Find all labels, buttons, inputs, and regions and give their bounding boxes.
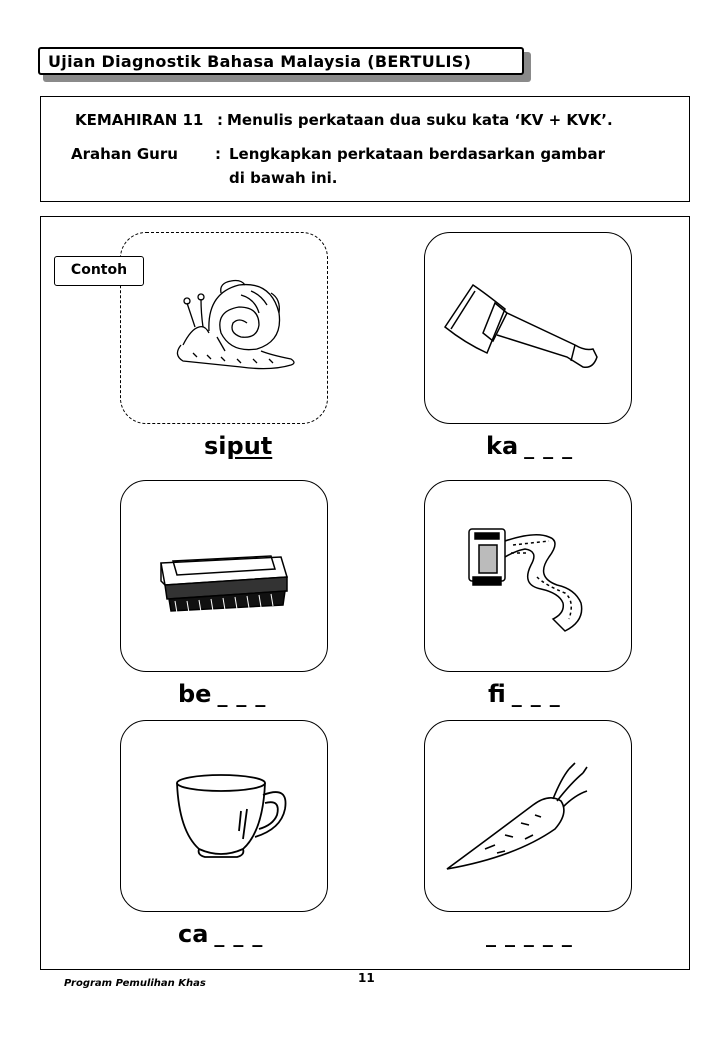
word-blank: _ _ _ bbox=[217, 683, 267, 707]
example-badge: Contoh bbox=[54, 256, 144, 286]
footer-program: Program Pemulihan Khas bbox=[64, 978, 206, 989]
word-prefix: ka bbox=[486, 432, 519, 460]
answer-word-cup bbox=[178, 920, 263, 948]
axe-icon bbox=[425, 233, 633, 425]
word-prefix: be bbox=[178, 680, 212, 708]
cup-icon bbox=[121, 721, 329, 913]
page-title: Ujian Diagnostik Bahasa Malaysia (BERTULIS) bbox=[48, 52, 472, 71]
word-blank: _ _ _ bbox=[524, 435, 574, 459]
teacher-colon: : bbox=[215, 145, 221, 163]
word-blank: _ _ _ _ _ bbox=[486, 923, 573, 947]
word-prefix: fi bbox=[488, 680, 506, 708]
picture-card-cup bbox=[120, 720, 328, 912]
snail-icon bbox=[121, 233, 329, 425]
picture-card-carrot bbox=[424, 720, 632, 912]
picture-card-film bbox=[424, 480, 632, 672]
title-banner bbox=[38, 47, 524, 75]
answer-word-axe bbox=[486, 432, 573, 460]
word-blank: _ _ _ bbox=[214, 923, 264, 947]
instruction-box bbox=[40, 96, 690, 202]
picture-card-snail bbox=[120, 232, 328, 424]
skill-text: Menulis perkataan dua suku kata ‘KV + KVK’. bbox=[227, 111, 613, 129]
film-roll-icon bbox=[425, 481, 633, 673]
brush-icon bbox=[121, 481, 329, 673]
answer-word-carrot bbox=[480, 920, 573, 948]
skill-colon: : bbox=[217, 111, 223, 129]
picture-card-axe bbox=[424, 232, 632, 424]
word-blank: _ _ _ bbox=[511, 683, 561, 707]
answer-word-example bbox=[204, 432, 272, 460]
word-answer: put bbox=[226, 432, 273, 460]
skill-label: KEMAHIRAN 11 bbox=[75, 111, 204, 129]
teacher-text-line2: di bawah ini. bbox=[229, 169, 338, 187]
carrot-icon bbox=[425, 721, 633, 913]
page-number: 11 bbox=[358, 971, 375, 985]
picture-card-brush bbox=[120, 480, 328, 672]
word-prefix: ca bbox=[178, 920, 209, 948]
teacher-text-line1: Lengkapkan perkataan berdasarkan gambar bbox=[229, 145, 606, 163]
answer-word-film bbox=[488, 680, 561, 708]
teacher-label: Arahan Guru bbox=[71, 145, 178, 163]
word-prefix: si bbox=[204, 432, 227, 460]
answer-word-brush bbox=[178, 680, 266, 708]
